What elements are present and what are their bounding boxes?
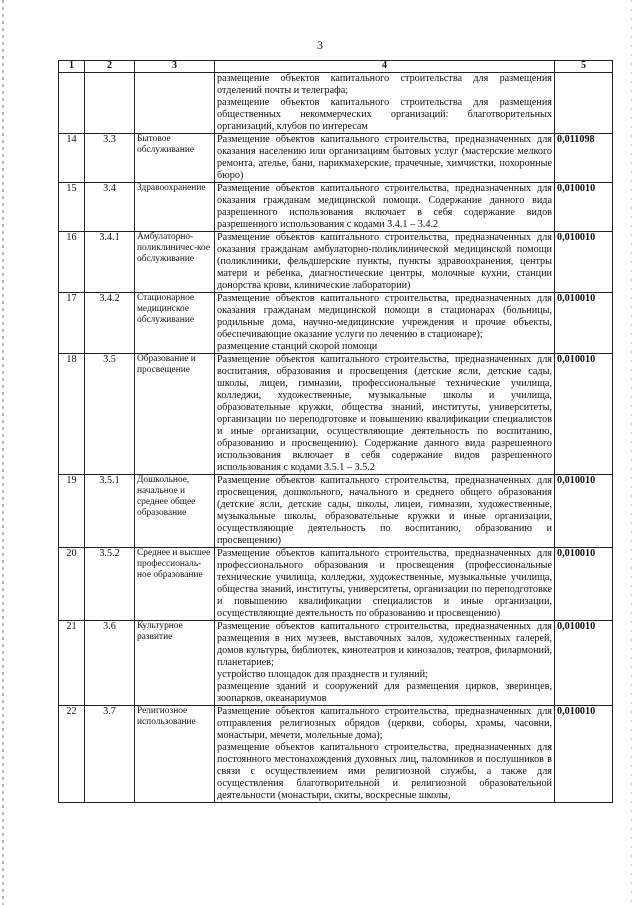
row-value: 0,010010 — [555, 548, 613, 621]
row-description-text: Размещение объектов капитального строительства, предназначенных для просвещения, дошкольного, начального и среднего общего образования (детские ясли, детские сады, школы, лицеи, гимназии, художественные, музыкальные школы, образовательные кружки и иные организации, осуществляющие деятельность по воспитанию, образованию и просвещению) — [217, 475, 552, 546]
header-col-3: 3 — [135, 61, 215, 73]
row-description — [215, 354, 555, 475]
land-use-table — [58, 60, 613, 803]
row-number: 20 — [59, 548, 85, 621]
row-code: 3.4.2 — [85, 293, 135, 354]
row-code: 3.5.1 — [85, 475, 135, 548]
header-col-2: 2 — [85, 61, 135, 73]
row-description-text: Размещение объектов капитального строительства, предназначенных для оказания населению или организациям бытовых услуг (мастерские мелкого ремонта, ателье, бани, парикмахерские, прачечные, химчистки, похоронные бюро) — [217, 134, 552, 181]
row-value — [555, 73, 613, 134]
row-description — [215, 232, 555, 293]
row-value: 0,010010 — [555, 232, 613, 293]
row-description-text: Размещение объектов капитального строительства, предназначенных для размещения в них музеев, выставочных залов, художественных галерей, домов культуры, библиотек, кинотеатров и кинозалов, театров, филармоний, планетариев; устройство площадок для празднеств и гуляний; размещение зданий и сооружений для размещения цирков, зверинцев, зоопарков, океанариумов — [217, 621, 552, 704]
scan-edge-right — [631, 0, 632, 905]
row-name: Религиозное использование — [135, 706, 215, 803]
row-value: 0,010010 — [555, 475, 613, 548]
row-description — [215, 183, 555, 232]
row-number: 19 — [59, 475, 85, 548]
row-value: 0,010010 — [555, 354, 613, 475]
header-col-1: 1 — [59, 61, 85, 73]
header-col-5: 5 — [555, 61, 613, 73]
row-description — [215, 706, 555, 803]
row-number: 22 — [59, 706, 85, 803]
row-name: Стационарное медицинское обслуживание — [135, 293, 215, 354]
row-code: 3.7 — [85, 706, 135, 803]
row-code: 3.5 — [85, 354, 135, 475]
row-description — [215, 548, 555, 621]
row-description — [215, 475, 555, 548]
table-row — [59, 706, 613, 803]
row-name: Среднее и высшее профессиональ-ное образование — [135, 548, 215, 621]
row-code: 3.5.2 — [85, 548, 135, 621]
header-row — [59, 61, 613, 73]
table-row — [59, 475, 613, 548]
row-value: 0,010010 — [555, 183, 613, 232]
row-description — [215, 621, 555, 706]
row-description — [215, 73, 555, 134]
row-description-text: Размещение объектов капитального строительства, предназначенных для профессионального образования и просвещения (профессиональные технические училища, колледжи, художественные, музыкальные училища, общества знаний, институты, университеты, организации по переподготовке и повышению квалификации специалистов и иные организации, осуществляющие деятельность по образованию и просвещению) — [217, 548, 552, 619]
row-description — [215, 134, 555, 183]
row-description-text: Размещение объектов капитального строительства, предназначенных для воспитания, образования и просвещения (детские ясли, детские сады, школы, лицеи, гимназии, профессиональные технические училища, колледжи, художественные, музыкальные школы и училища, образовательные кружки, общества знаний, институты, университеты, организации по переподготовке и повышению квалификации специалистов и иные организации, осуществляющие деятельность по воспитанию, образованию и просвещению). Содержание данного вида разрешенного использования включает в себя содержание видов разрешенного использования с кодами 3.5.1 – 3.5.2 — [217, 354, 552, 473]
table-row — [59, 232, 613, 293]
row-number: 18 — [59, 354, 85, 475]
row-name — [135, 73, 215, 134]
row-name: Амбулаторно-поликлиничес-кое обслуживание — [135, 232, 215, 293]
row-name: Дошкольное, начальное и среднее общее образование — [135, 475, 215, 548]
row-value: 0,011098 — [555, 134, 613, 183]
scan-edge-left — [2, 0, 4, 905]
row-value: 0,010010 — [555, 621, 613, 706]
row-description-text: Размещение объектов капитального строительства, предназначенных для отправления религиозных обрядов (церкви, соборы, храмы, часовни, монастыри, мечети, молельные дома); размещение объектов капитального строительства, предназначенных для постоянного местонахождения духовных лиц, паломников и послушников в связи с осуществлением ими религиозной службы, а также для осуществления благотворительной и религиозной образовательной деятельности (монастыри, скиты, воскресные школы, — [217, 706, 552, 801]
row-description-text: Размещение объектов капитального строительства, предназначенных для оказания гражданам медицинской помощи в стационарах (больницы, родильные дома, научно-медицинские учреждения и прочие объекты, обеспечивающие оказание услуги по лечению в стационаре); размещение станций скорой помощи — [217, 293, 552, 352]
row-name: Здравоохранение — [135, 183, 215, 232]
table-row — [59, 621, 613, 706]
table-row — [59, 548, 613, 621]
header-col-4: 4 — [215, 61, 555, 73]
row-code: 3.3 — [85, 134, 135, 183]
page-number: 3 — [317, 38, 323, 52]
table-row — [59, 73, 613, 134]
row-number: 15 — [59, 183, 85, 232]
row-name: Культурное развитие — [135, 621, 215, 706]
table-row — [59, 134, 613, 183]
row-description — [215, 293, 555, 354]
row-number: 14 — [59, 134, 85, 183]
row-code: 3.4 — [85, 183, 135, 232]
row-number: 17 — [59, 293, 85, 354]
row-value: 0,010010 — [555, 293, 613, 354]
table-row — [59, 183, 613, 232]
row-name: Образование и просвещение — [135, 354, 215, 475]
row-number — [59, 73, 85, 134]
row-description-text: Размещение объектов капитального строительства, предназначенных для оказания гражданам медицинской помощи. Содержание данного вида разрешенного использования включает в себя содержание видов разрешенного использования с кодами 3.4.1 – 3.4.2 — [217, 183, 552, 230]
row-description-text: размещение объектов капитального строительства для размещения отделений почты и телеграфа; размещение объектов капитального строительства для размещения общественных некоммерческих организаций: благотворительных организаций, клубов по интересам — [217, 73, 552, 132]
row-number: 16 — [59, 232, 85, 293]
row-code — [85, 73, 135, 134]
table-row — [59, 293, 613, 354]
row-value: 0,010010 — [555, 706, 613, 803]
row-code: 3.6 — [85, 621, 135, 706]
row-description-text: Размещение объектов капитального строительства, предназначенных для оказания гражданам амбулаторно-поликлинической медицинской помощи (поликлиники, фельдшерские пункты, пункты здравоохранения, центры матери и ребенка, диагностические центры, молочные кухни, станции донорства крови, клинические лаборатории) — [217, 232, 552, 291]
table-row — [59, 354, 613, 475]
row-code: 3.4.1 — [85, 232, 135, 293]
row-number: 21 — [59, 621, 85, 706]
row-name: Бытовое обслуживание — [135, 134, 215, 183]
